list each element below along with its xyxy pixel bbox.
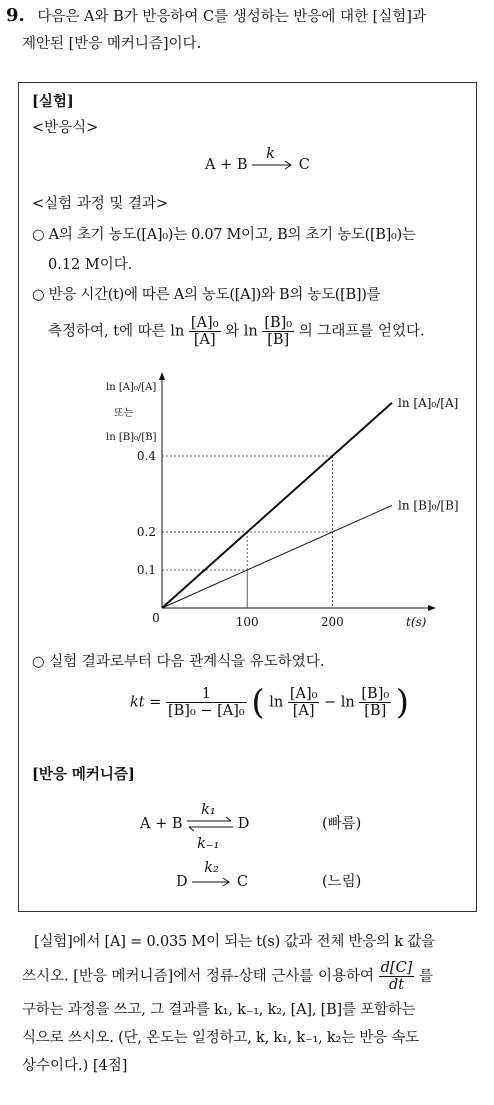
step1-speed: (빠름): [322, 816, 362, 832]
paren-open: (: [251, 682, 265, 723]
step2-arrow: [192, 860, 232, 889]
arrow-icon: [252, 158, 294, 172]
step2-speed: (느림): [322, 874, 362, 890]
equilibrium-arrows-icon: [187, 817, 233, 831]
bullet1-line2: 0.12 M이다.: [48, 257, 133, 273]
series-label-a: ln [A]₀/[A]: [398, 395, 459, 410]
reaction-rate-constant: k: [266, 146, 275, 162]
dcdt-fraction: [379, 960, 415, 993]
x-axis-arrow-icon: [428, 605, 436, 611]
frac-b-den: [B]: [267, 332, 290, 348]
step1-left: A + B: [140, 816, 183, 832]
eq-minus: − ln: [324, 694, 355, 711]
bullet2-line1: ○ 반응 시간(t)에 따른 A의 농도([A])와 B의 농도([B])를: [32, 287, 381, 303]
question-line1: [6, 6, 426, 27]
eq-frac-a-num: [A]₀: [289, 686, 318, 702]
question-text-2: 제안된 [반응 메커니즘]이다.: [22, 36, 202, 52]
mechanism-heading: [반응 메커니즘]: [32, 766, 135, 783]
step1-k-forward: k₁: [201, 802, 216, 818]
eq-frac-a-den: [A]: [292, 703, 315, 719]
eq-frac-b-den: [B]: [364, 703, 387, 719]
eq-frac-b: [359, 686, 391, 719]
dcdt-num: d[C]: [380, 960, 413, 976]
x-tick-100: 100: [235, 615, 259, 629]
experiment-heading: [실험]: [32, 93, 74, 110]
bullet2-line2-a: 측정하여, t에 따른 ln: [48, 323, 185, 340]
y-axis-label-a: ln [A]₀/[A]: [106, 382, 157, 393]
eq-frac-a: [288, 686, 320, 719]
step1-k-reverse: k₋₁: [197, 836, 220, 852]
frac-a-num: [A]₀: [190, 315, 219, 331]
y-tick-0-2: 0.2: [136, 525, 156, 539]
frac-a: [189, 315, 221, 348]
reaction-label: <반응식>: [32, 120, 99, 136]
bullet2-line2-b: 와 ln: [225, 323, 258, 340]
reaction-right: C: [298, 157, 310, 173]
question-text-1: 다음은 A와 B가 반응하여 C를 생성하는 반응에 대한 [실험]과: [37, 9, 426, 25]
eq-coef-num: 1: [166, 686, 247, 703]
bullet2-line2-c: 의 그래프를 얻었다.: [298, 323, 425, 340]
paren-close: ): [395, 682, 410, 723]
eq-coefficient: [166, 686, 247, 719]
question-number: 9.: [6, 5, 25, 26]
step2-right: C: [236, 874, 248, 890]
bullet1-line1: ○ A의 초기 농도([A]₀)는 0.07 M이고, B의 초기 농도([B]₀)는: [32, 227, 416, 243]
y-axis-label-or: 또는: [114, 408, 134, 419]
y-tick-0-1: 0.1: [136, 563, 156, 577]
equilibrium-arrow: [187, 802, 233, 852]
eq-coef-den: [B]₀ − [A]₀: [167, 703, 245, 719]
step2-k: k₂: [204, 860, 219, 876]
mechanism-step1: [140, 802, 250, 852]
x-tick-0: 0: [152, 611, 160, 625]
y-tick-0-4: 0.4: [136, 449, 156, 463]
instruction-line5: 상수이다.) [4점]: [22, 1058, 128, 1074]
bullet2-line2: [48, 315, 425, 348]
reaction-equation: [205, 146, 310, 175]
instruction-line4: 식으로 쓰시오. (단, 온도는 일정하고, k, k₁, k₋₁, k₂는 반응 속도: [22, 1030, 419, 1046]
eq-left: kt =: [130, 694, 162, 711]
instruction-line2-a: 쓰시오. [반응 메커니즘]에서 정류-상태 근사를 이용하여: [22, 968, 375, 985]
mechanism-step2: [176, 860, 248, 892]
instruction-line2-b: 를: [418, 968, 433, 985]
step2-left: D: [176, 874, 188, 890]
bullet3: ○ 실험 결과로부터 다음 관계식을 유도하였다.: [32, 654, 325, 670]
series-line-b: [162, 505, 392, 608]
y-axis-label-b: ln [B]₀/[B]: [106, 432, 157, 443]
eq-frac-b-num: [B]₀: [361, 686, 390, 702]
frac-a-den: [A]: [193, 332, 216, 348]
instruction-line2: [22, 960, 433, 993]
x-tick-200: 200: [320, 615, 344, 629]
relationship-equation: [130, 682, 410, 723]
x-axis-label: t(s): [406, 615, 427, 629]
eq-ln1: ln: [269, 694, 284, 711]
reaction-arrow: [252, 146, 294, 172]
series-label-b: ln [B]₀/[B]: [398, 498, 459, 513]
concentration-chart: [100, 368, 459, 630]
frac-b: [262, 315, 294, 348]
arrow-icon: [192, 875, 232, 889]
series-line-a: [162, 403, 392, 608]
y-axis-arrow-icon: [159, 372, 165, 380]
reaction-left: A + B: [205, 157, 248, 173]
instruction-line3: 구하는 과정을 쓰고, 그 결과를 k₁, k₋₁, k₂, [A], [B]를 포함하는: [22, 1002, 416, 1018]
dcdt-den: dt: [388, 977, 405, 993]
frac-b-num: [B]₀: [264, 315, 293, 331]
procedure-label: <실험 과정 및 결과>: [32, 196, 169, 212]
step1-right: D: [237, 816, 250, 832]
instruction-line1: [실험]에서 [A] = 0.035 M이 되는 t(s) 값과 전체 반응의 k 값을: [34, 934, 435, 950]
